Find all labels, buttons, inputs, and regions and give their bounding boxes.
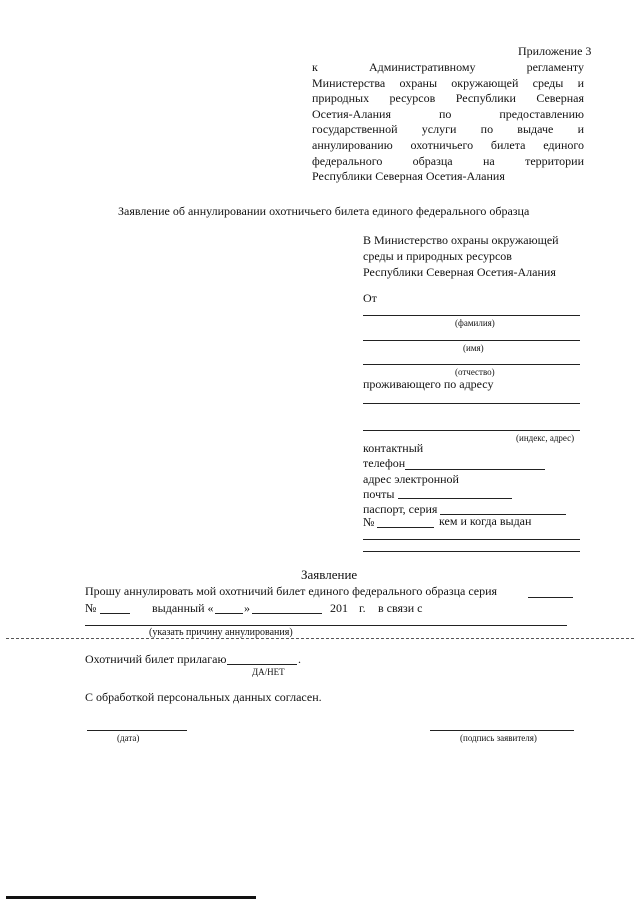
ticket-series-field[interactable] — [528, 597, 573, 598]
attachment-hint: ДА/НЕТ — [252, 667, 285, 677]
address-field-line1[interactable] — [363, 403, 580, 404]
scan-border-line — [6, 896, 256, 899]
issued-day-field[interactable] — [215, 613, 243, 614]
annex-line: Министерства охраны окружающей среды и — [312, 75, 584, 90]
attachment-field[interactable] — [227, 664, 297, 665]
ticket-number-label: № — [85, 601, 97, 615]
consent-text: С обработкой персональных данных согласен. — [85, 690, 322, 704]
surname-field[interactable] — [363, 315, 580, 316]
address-label: проживающего по адресу — [363, 377, 494, 391]
passport-label: паспорт, серия — [363, 502, 438, 516]
name-field[interactable] — [363, 340, 580, 341]
reason-field[interactable] — [85, 625, 567, 626]
date-hint: (дата) — [117, 733, 140, 743]
annex-reference — [312, 60, 584, 185]
addressee-line: В Министерство охраны окружающей — [363, 233, 559, 247]
statement-text: Прошу аннулировать мой охотничий билет единого федерального образца серия — [85, 584, 498, 598]
annex-line: Осетия-Алания по предоставлению — [312, 106, 584, 121]
address-field-line2[interactable] — [363, 430, 580, 431]
signature-field[interactable] — [430, 730, 574, 731]
annex-line: государственной услуги по выдаче и — [312, 122, 584, 137]
attachment-period: . — [298, 652, 301, 666]
year-prefix: 201 — [330, 601, 348, 615]
patronymic-field[interactable] — [363, 364, 580, 365]
name-hint: (имя) — [463, 343, 484, 353]
annex-number: Приложение 3 — [518, 44, 592, 58]
addressee-line: Республики Северная Осетия-Алания — [363, 265, 556, 279]
passport-number-field[interactable] — [377, 527, 434, 528]
address-hint: (индекс, адрес) — [516, 433, 575, 443]
reason-hint: (указать причину аннулирования) — [149, 627, 293, 638]
statement-heading: Заявление — [301, 567, 358, 582]
attachment-label: Охотничий билет прилагаю — [85, 652, 227, 666]
year-suffix: г. — [359, 601, 366, 615]
ticket-number-field[interactable] — [100, 613, 130, 614]
email-field[interactable] — [398, 498, 512, 499]
surname-hint: (фамилия) — [455, 318, 495, 328]
phone-label: телефон — [363, 456, 406, 470]
contact-label: контактный — [363, 441, 424, 455]
annex-line: аннулированию охотничьего билета единого — [312, 137, 584, 152]
issued-date-label: выданный « — [152, 601, 214, 615]
quote-close: » — [244, 601, 250, 615]
email-label-cont: почты — [363, 487, 395, 501]
reason-label: в связи с — [378, 601, 423, 615]
annex-line: Республики Северная Осетия-Алания — [312, 169, 505, 184]
issued-by-field-line2[interactable] — [363, 551, 580, 552]
date-field[interactable] — [87, 730, 187, 731]
issued-by-field-line1[interactable] — [363, 539, 580, 540]
email-label: адрес электронной — [363, 472, 459, 486]
addressee-block — [363, 232, 559, 280]
annex-line: природных ресурсов Республики Северная — [312, 91, 584, 106]
reason-field-line2[interactable] — [6, 638, 634, 639]
issued-by-label: кем и когда выдан — [439, 514, 532, 528]
annex-line: к Административному регламенту — [312, 60, 584, 74]
phone-field[interactable] — [405, 469, 545, 470]
annex-line: федерального образца на территории — [312, 153, 584, 168]
issued-month-field[interactable] — [252, 613, 322, 614]
signature-hint: (подпись заявителя) — [460, 733, 537, 743]
addressee-line: среды и природных ресурсов — [363, 249, 512, 263]
from-label: От — [363, 291, 377, 305]
patronymic-hint: (отчество) — [455, 367, 495, 377]
form-title: Заявление об аннулировании охотничьего билета единого федерального образца — [118, 204, 530, 218]
passport-number-label: № — [363, 515, 375, 529]
